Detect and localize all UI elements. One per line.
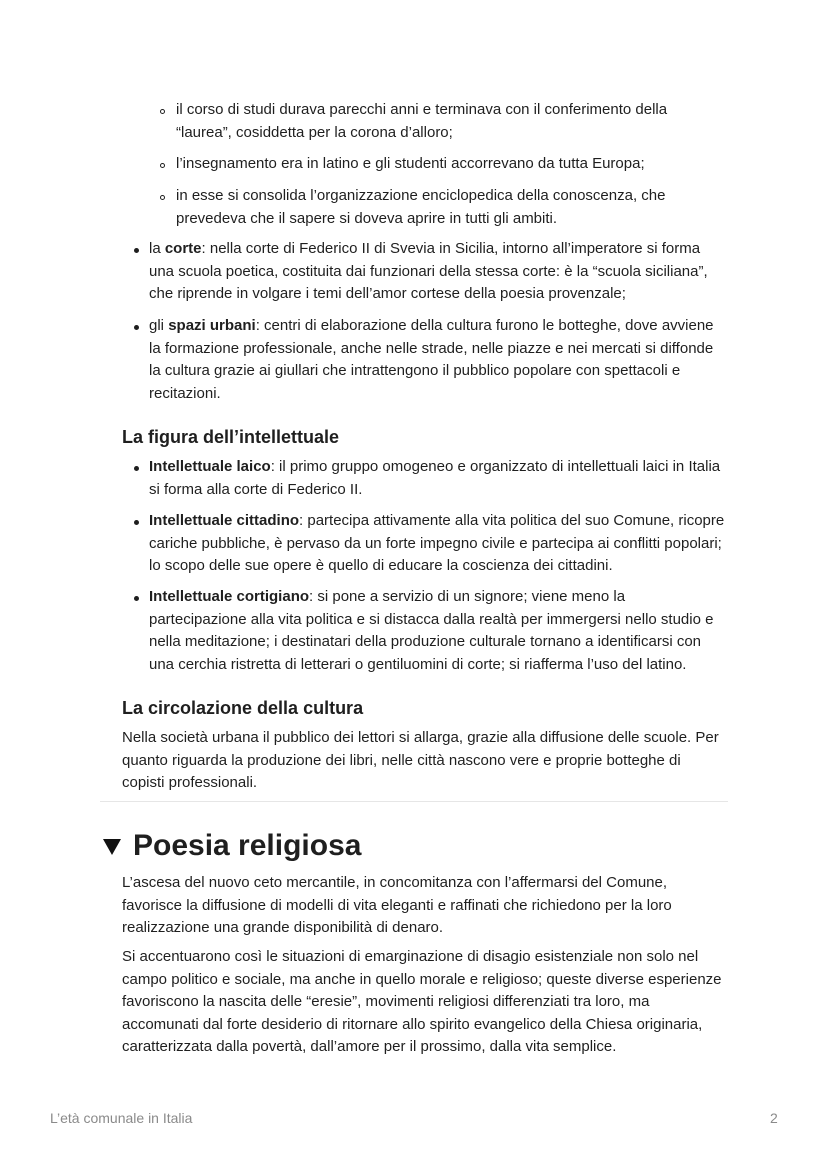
line xyxy=(149,586,713,609)
sublist-bullet-2 xyxy=(160,163,165,168)
line xyxy=(149,238,708,261)
line: prevedeva che il sapere si doveva aprire in tutti gli ambiti. xyxy=(176,209,558,227)
intellettuale-item-laico xyxy=(149,456,720,501)
bold-term: spazi urbani xyxy=(168,317,256,334)
line xyxy=(149,456,720,479)
heading-poesia-label: Poesia religiosa xyxy=(133,829,362,862)
line: che riprende in volgare i temi dell’amor cortese della poesia provenzale; xyxy=(149,285,626,302)
line: Nella società urbana il pubblico dei lettori si allarga, grazie alla diffusione delle scuole. Per xyxy=(122,729,719,746)
places-item-spazi-urbani xyxy=(149,315,714,405)
line: lo scopo delle sue opere è quello di educare la coscienza dei cittadini. xyxy=(149,557,613,574)
toggle-heading-poesia[interactable] xyxy=(103,829,361,863)
sublist-item-2 xyxy=(176,153,645,176)
sublist-item-3 xyxy=(176,185,665,230)
prefix: gli xyxy=(149,317,169,334)
intellettuale-bullet-2 xyxy=(134,520,139,525)
line xyxy=(149,315,714,338)
bold-term: Intellettuale laico xyxy=(149,458,271,475)
places-item-corte xyxy=(149,238,708,306)
line: la formazione professionale, anche nelle strade, nelle piazze e nei mercati si diffonde xyxy=(149,339,714,357)
line: accomunati dal forte desiderio di ritornare allo spirito evangelico della Chiesa originaria, xyxy=(122,1015,703,1033)
sublist-bullet-3 xyxy=(160,195,165,200)
intellettuale-bullet-3 xyxy=(134,596,139,601)
line: “laurea”, cosiddetta per la corona d’alloro; xyxy=(176,123,453,141)
line: una scuola poetica, costituita dai funzionari della stessa corte: è la “scuola siciliana”, xyxy=(149,262,708,280)
footer-title: L’età comunale in Italia xyxy=(50,1110,193,1126)
line: caratterizzata dalla povertà, dall’amore per il prossimo, dalla vita semplice. xyxy=(122,1038,617,1055)
line xyxy=(149,510,724,533)
paragraph-circolazione xyxy=(122,727,719,795)
line: recitazioni. xyxy=(149,384,221,402)
line: favoriscono la nascita delle “eresie”, movimenti religiosi differenziati tra loro, ma xyxy=(122,993,650,1010)
sublist-item-1 xyxy=(176,99,667,144)
intellettuale-item-cittadino xyxy=(149,510,724,578)
line: l’insegnamento era in latino e gli studenti accorrevano da tutta Europa; xyxy=(176,155,645,172)
footer-page-number: 2 xyxy=(770,1110,778,1126)
line: partecipazione alla vita politica e si distacca dalla realtà per immergersi nello studio e xyxy=(149,610,714,628)
prefix: la xyxy=(149,240,165,257)
line: la cultura grazie ai giullari che intrattengono il pubblico popolare con spettacoli e xyxy=(149,362,681,379)
sublist-bullet-1 xyxy=(160,109,165,114)
line: in esse si consolida l’organizzazione enciclopedica della conoscenza, che xyxy=(176,187,666,204)
line: il corso di studi durava parecchi anni e terminava con il conferimento della xyxy=(176,101,668,118)
line: favorisce la diffusione di modelli di vita eleganti e raffinati che richiedono per la loro xyxy=(122,896,672,914)
rest: : centri di elaborazione della cultura furono le botteghe, dove avviene xyxy=(255,317,714,334)
bold-term: corte xyxy=(164,240,202,257)
paragraph-poesia-2 xyxy=(122,946,722,1059)
rest: : si pone a servizio di un signore; viene meno la xyxy=(309,588,626,605)
line: Si accentuarono così le situazioni di emarginazione di disagio esistenziale non solo nel xyxy=(122,948,699,965)
heading-intellettuale: La figura dell’intellettuale xyxy=(122,427,340,447)
line: L’ascesa del nuovo ceto mercantile, in concomitanza con l’affermarsi del Comune, xyxy=(122,874,668,891)
line: realizzazione una grande disponibilità di denaro. xyxy=(122,919,444,936)
line: copisti professionali. xyxy=(122,774,258,791)
intellettuale-bullet-1 xyxy=(134,466,139,471)
places-bullet-2 xyxy=(134,325,139,330)
line: si forma alla corte di Federico II. xyxy=(149,480,363,498)
section-divider xyxy=(100,801,728,802)
rest: : partecipa attivamente alla vita politica del suo Comune, ricopre xyxy=(299,512,725,529)
intellettuale-item-cortigiano xyxy=(149,586,713,676)
line: campo politico e sociale, ma anche in quello morale e religioso; queste diverse esperienze xyxy=(122,970,722,988)
heading-circolazione: La circolazione della cultura xyxy=(122,698,364,718)
rest: : nella corte di Federico II di Svevia in Sicilia, intorno all’imperatore si forma xyxy=(201,240,701,257)
toggle-triangle-icon[interactable] xyxy=(103,839,121,855)
line: nella meditazione; i destinatari della produzione culturale tornano a identificarsi con xyxy=(149,633,701,650)
places-bullet-1 xyxy=(134,248,139,253)
bold-term: Intellettuale cortigiano xyxy=(149,588,310,605)
line: quanto riguarda la produzione dei libri, nelle città nascono vere e proprie botteghe di xyxy=(122,751,681,769)
paragraph-poesia-1 xyxy=(122,872,672,940)
line: una cerchia ristretta di letterari o gentiluomini di corte; si riafferma l’uso del latino. xyxy=(149,655,687,673)
line: cariche pubbliche, è pervaso da un forte impegno civile e partecipa ai conflitti popolari; xyxy=(149,534,722,552)
rest: : il primo gruppo omogeneo e organizzato di intellettuali laici in Italia xyxy=(270,458,721,475)
bold-term: Intellettuale cittadino xyxy=(149,512,300,529)
